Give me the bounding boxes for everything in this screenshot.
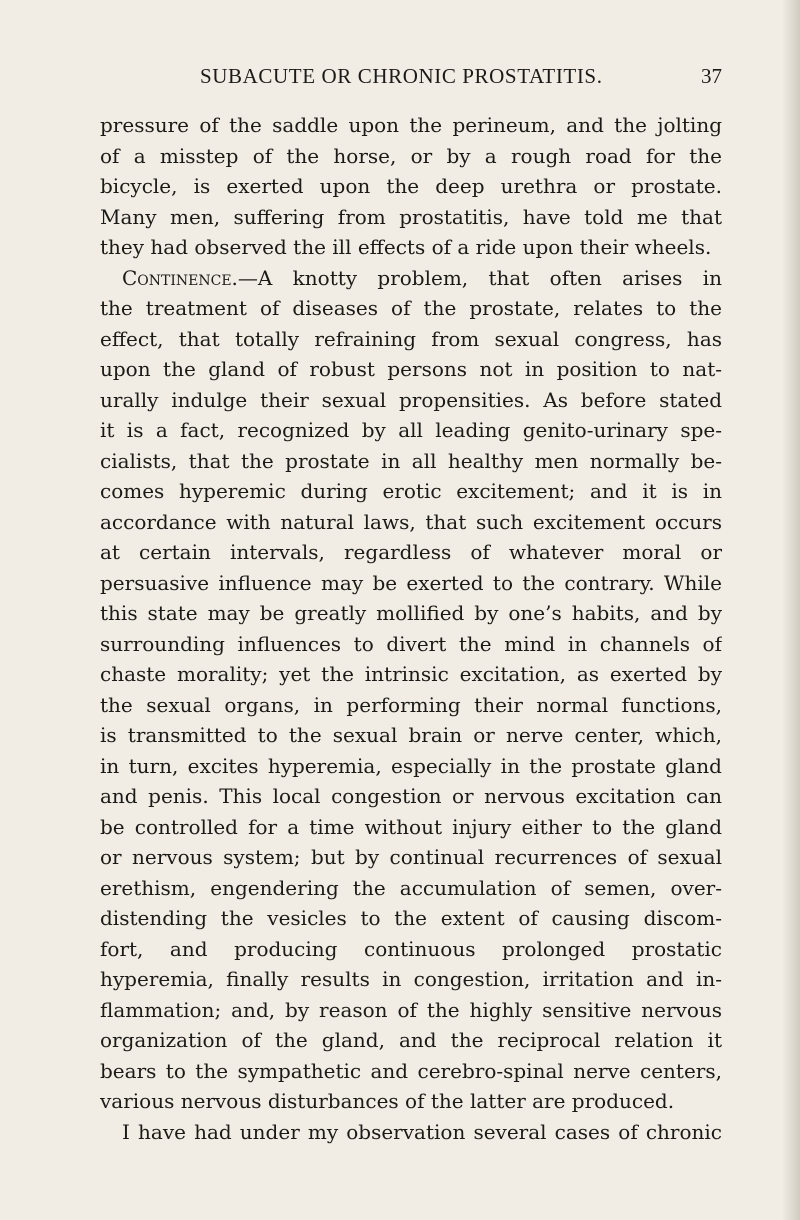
text-line: flammation; and, by reason of the highly sensitive nervous	[100, 997, 722, 1022]
text-line: at certain intervals, regardless of whatever moral or	[100, 540, 722, 564]
text-line: bears to the sympathetic and cerebro-spinal nerve centers,	[100, 1058, 722, 1083]
text-line	[100, 263, 722, 294]
page-number: 37	[701, 64, 722, 88]
text-line: of a misstep of the horse, or by a rough road for the	[100, 143, 722, 168]
text-line: it is a fact, recognized by all leading genito-urinary spe-	[100, 418, 722, 442]
text-line: in turn, excites hyperemia, especially in the prostate gland	[100, 753, 722, 778]
text-line: effect, that totally refraining from sexual congress, has	[100, 326, 722, 351]
text-line: surrounding influences to divert the mind in channels of	[100, 631, 722, 656]
text-line: this state may be greatly mollified by one’s habits, and by	[100, 601, 722, 625]
text-line: organization of the gland, and the reciprocal relation it	[100, 1028, 722, 1052]
text-line: accordance with natural laws, that such excitement occurs	[100, 509, 722, 534]
text-line: bicycle, is exerted upon the deep urethra or prostate.	[100, 174, 722, 198]
continence-first-line: —A knotty problem, that often arises in	[237, 265, 722, 290]
running-title: SUBACUTE OR CHRONIC PROSTATITIS.	[200, 64, 603, 88]
text-line: the treatment of diseases of the prostate, relates to the	[100, 296, 722, 320]
text-line: cialists, that the prostate in all healthy men normally be-	[100, 448, 722, 473]
text-line: upon the gland of robust persons not in position to nat-	[100, 357, 722, 381]
section-heading-continence: Continence.	[122, 265, 238, 290]
text-line: the sexual organs, in performing their normal functions,	[100, 692, 722, 717]
text-line: various nervous disturbances of the latter are produced.	[100, 1089, 675, 1113]
text-line: pressure of the saddle upon the perineum, and the jolting	[100, 113, 722, 137]
text-line: fort, and producing continuous prolonged prostatic	[100, 936, 722, 961]
running-head	[100, 64, 722, 94]
page-edge-shadow	[782, 0, 800, 1220]
text-line: I have had under my observation several cases of chronic	[122, 1119, 722, 1144]
text-line: be controlled for a time without injury either to the gland	[100, 814, 722, 839]
text-line: chaste morality; yet the intrinsic excitation, as exerted by	[100, 662, 722, 686]
text-line: and penis. This local congestion or nervous excitation can	[100, 784, 722, 808]
text-line: is transmitted to the sexual brain or nerve center, which,	[100, 723, 722, 747]
text-line: distending the vesicles to the extent of causing discom-	[100, 906, 722, 930]
text-line: erethism, engendering the accumulation of semen, over-	[100, 875, 722, 900]
text-line: urally indulge their sexual propensities. As before stated	[100, 387, 722, 412]
text-line: comes hyperemic during erotic excitement; and it is in	[100, 479, 722, 503]
text-line: hyperemia, finally results in congestion, irritation and in-	[100, 967, 722, 991]
text-line: Many men, suffering from prostatitis, have told me that	[100, 204, 722, 229]
text-line: they had observed the ill effects of a ride upon their wheels.	[100, 235, 712, 259]
text-line: persuasive influence may be exerted to the contrary. While	[100, 570, 722, 595]
body-text	[100, 110, 722, 1147]
text-line: or nervous system; but by continual recurrences of sexual	[100, 845, 722, 869]
